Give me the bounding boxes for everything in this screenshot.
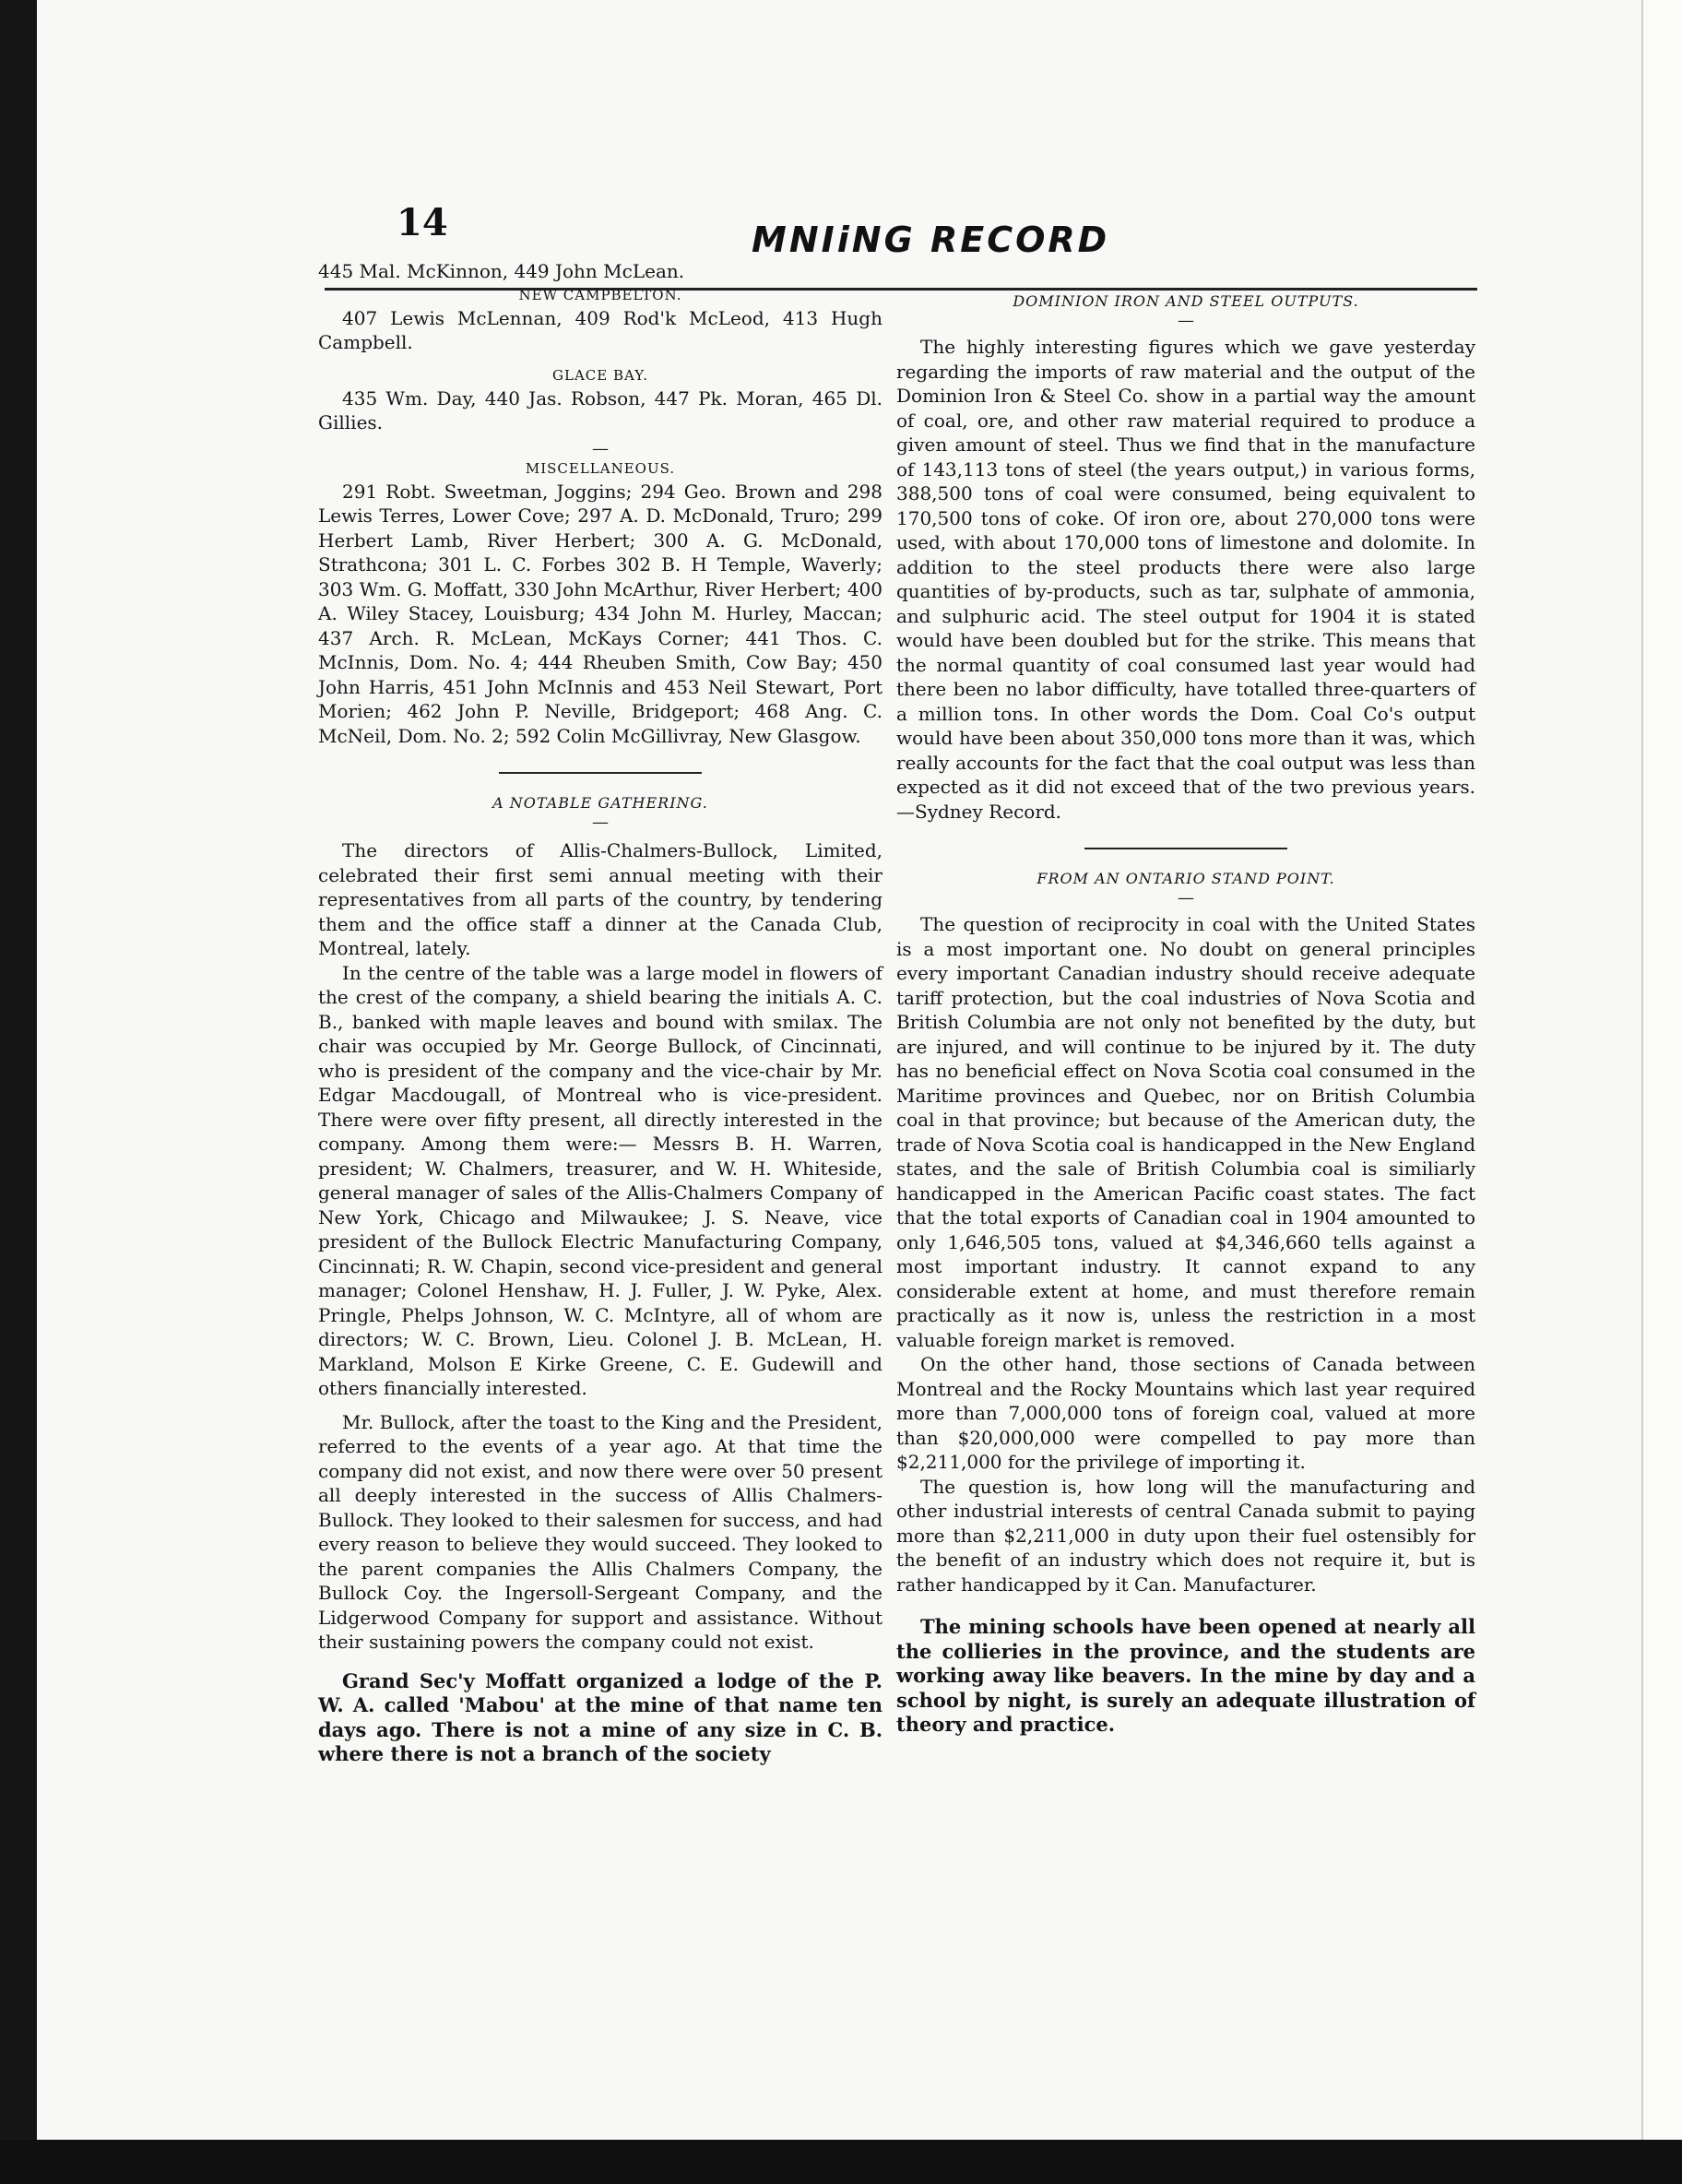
- left-column: [318, 259, 882, 1767]
- ontario-paragraph-3: The question is, how long will the manufacturing and other industrial interests of central Canada submit to paying more than $2,211,000 in duty upon their fuel ostensibly for the benefit of an industry which does not require it, but is rather handicapped by it Can. Manufacturer.: [896, 1475, 1475, 1596]
- page-edge: [1641, 0, 1682, 2149]
- ontario-title: FROM AN ONTARIO STAND POINT.: [1036, 870, 1335, 887]
- ontario-paragraph-1: The question of reciprocity in coal with the United States is a most important one. No doubt on general principles every important Canadian industry should receive adequate tariff protection, but the coal industries of Nova Scotia and British Columbia are not only not benefited by the duty, but are injured, and will continue to be injured by it. The duty has no beneficial effect on Nova Scotia coal consumed in the Maritime provinces and Quebec, nor on British Columbia coal in that province; but because of the American duty, the trade of Nova Scotia coal is handicapped in the New England states, and the sale of British Columbia coal is similiarly handicapped in the American Pacific coast states. The fact that the total exports of Canadian coal in 1904 amounted to only 1,646,505 tons, valued at $4,346,660 tells against a most important industry. It cannot expand to any considerable extent at home, and must therefore remain practically as it now is, unless the restriction in a most valuable foreign market is removed.: [896, 913, 1475, 1351]
- dominion-outputs-text: The highly interesting figures which we gave yesterday regarding the imports of raw material and the output of the Dominion Iron & Steel Co. show in a partial way the amount of coal, ore, and other raw material required to produce a given amount of steel. Thus we find that in the manufacture of 143,113 tons of steel (the years output,) in various forms, 388,500 tons of coal were consumed, being equivalent to 170,500 tons of coke. Of iron ore, about 270,000 tons were used, with about 170,000 tons of limestone and dolomite. In addition to the steel products there were also large quantities of by-products, such as tar, sulphate of ammonia, and sulphuric acid. The steel output for 1904 it is stated would have been doubled but for the strike. This means that the normal quantity of coal consumed last year would had there been no labor difficulty, have totalled three-quarters of a million tons. In other words the Dom. Coal Co's output would have been about 350,000 tons more than it was, which really accounts for the fact that the coal output was less than expected as it did not exceed that of the two previous years.—Sydney Record.: [896, 336, 1475, 823]
- new-campbelton-text: 407 Lewis McLennan, 409 Rod'k McLeod, 413 Hugh Campbell.: [318, 306, 882, 353]
- grand-secy-paragraph: Grand Sec'y Moffatt organized a lodge of the P. W. A. called 'Mabou' at the mine of that name ten days ago. There is not a mine of any size in C. B. where there is not a branch of the society: [318, 1668, 882, 1765]
- miscellaneous-heading: MISCELLANEOUS.: [525, 459, 676, 477]
- publication-title: MNIiNG RECORD: [752, 220, 1110, 260]
- notable-gathering-title: A NOTABLE GATHERING.: [492, 794, 708, 812]
- opening-line: 445 Mal. McKinnon, 449 John McLean.: [318, 260, 685, 282]
- glace-bay-heading: GLACE BAY.: [552, 366, 648, 384]
- mining-schools-paragraph: The mining schools have been opened at nearly all the collieries in the province, and the students are working away like beavers. In the mine by day and a school by night, is surely an adequate illustration of theory and practice.: [896, 1615, 1475, 1736]
- section-dash: —: [1178, 888, 1194, 908]
- section-dash: —: [592, 438, 609, 458]
- miscellaneous-text: 291 Robt. Sweetman, Joggins; 294 Geo. Brown and 298 Lewis Terres, Lower Cove; 297 A. D. McDonald, Truro; 299 Herbert Lamb, River Herbert; 300 A. G. McDonald, Strathcona; 301 L. C. Forbes 302 B. H Temple, Waverly; 303 Wm. G. Moffatt, 330 John McArthur, River Herbert; 400 A. Wiley Stacey, Louisburg; 434 John M. Hurley, Maccan; 437 Arch. R. McLean, McKays Corner; 441 Thos. C. McInnis, Dom. No. 4; 444 Rheuben Smith, Cow Bay; 450 John Harris, 451 John McInnis and 453 Neil Stewart, Port Morien; 462 John P. Neville, Bridgeport; 468 Ang. C. McNeil, Dom. No. 2; 592 Colin McGillivray, New Glasgow.: [318, 480, 882, 747]
- section-dash: —: [592, 813, 609, 832]
- gathering-paragraph-1: The directors of Allis-Chalmers-Bullock, Limited, celebrated their first semi annual meeting with their representatives from all parts of the country, by tendering them and the office staff a dinner at the Canada Club, Montreal, lately.: [318, 839, 882, 959]
- new-campbelton-heading: NEW CAMPBELTON.: [518, 286, 682, 303]
- scan-bottom-band: [0, 2140, 1682, 2184]
- dominion-outputs-title: DOMINION IRON AND STEEL OUTPUTS.: [1013, 292, 1359, 310]
- ontario-paragraph-2: On the other hand, those sections of Canada between Montreal and the Rocky Mountains which last year required more than 7,000,000 tons of foreign coal, valued at more than $20,000,000 were compelled to pay more than $2,211,000 for the privilege of importing it.: [896, 1353, 1475, 1473]
- glace-bay-text: 435 Wm. Day, 440 Jas. Robson, 447 Pk. Moran, 465 Dl. Gillies.: [318, 386, 882, 433]
- section-dash: —: [1178, 311, 1194, 330]
- gathering-paragraph-3: Mr. Bullock, after the toast to the King and the President, referred to the events of a year ago. At that time the company did not exist, and now there were over 50 present all deeply interested in the success of Allis Chalmers-Bullock. They looked to their salesmen for success, and had every reason to believe they would succeed. They looked to the parent companies the Allis Chalmers Company, the Bullock Coy. the Ingersoll-Sergeant Company, and the Lidgerwood Company for support and assistance. Without their sustaining powers the company could not exist.: [318, 1410, 882, 1653]
- gathering-paragraph-2: In the centre of the table was a large model in flowers of the crest of the company, a shield bearing the initials A. C. B., banked with maple leaves and bound with smilax. The chair was occupied by Mr. George Bullock, of Cincinnati, who is president of the company and the vice-chair by Mr. Edgar Macdougall, of Montreal who is vice-president. There were over fifty present, all directly interested in the company. Among them were:— Messrs B. H. Warren, president; W. Chalmers, treasurer, and W. H. Whiteside, general manager of sales of the Allis-Chalmers Company of New York, Chicago and Milwaukee; J. S. Neave, vice president of the Bullock Electric Manufacturing Company, Cincinnati; R. W. Chapin, second vice-president and general manager; Colonel Henshaw, H. J. Fuller, J. W. Pyke, Alex. Pringle, Phelps Johnson, W. C. McIntyre, all of whom are directors; W. C. Brown, Lieu. Colonel J. B. McLean, H. Markland, Molson E Kirke Greene, C. E. Gudewill and others financially interested.: [318, 961, 882, 1399]
- page-number: 14: [397, 201, 448, 244]
- right-column: [896, 291, 1475, 1738]
